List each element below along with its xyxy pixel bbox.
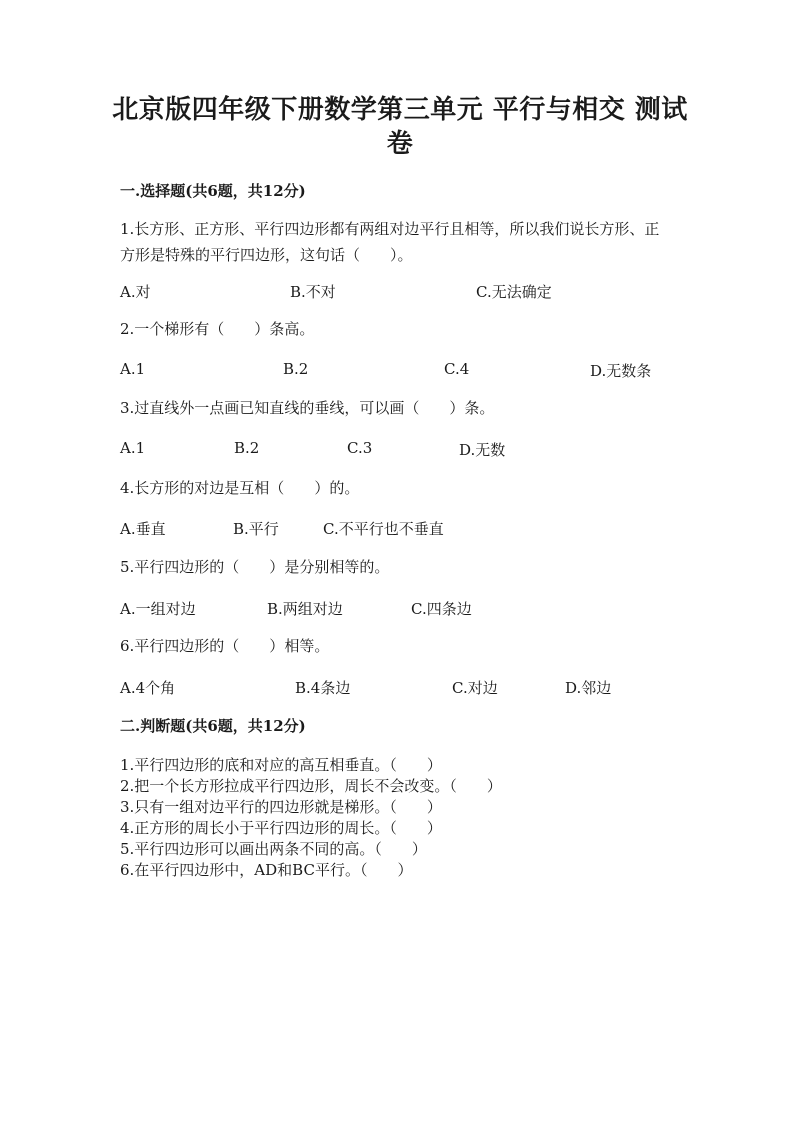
question-text: 2.一个梯形有（ ）条高。 xyxy=(120,320,315,338)
option: B.4条边 xyxy=(295,679,351,697)
option: A.垂直 xyxy=(120,520,166,538)
option: C.四条边 xyxy=(411,600,472,618)
option: C.对边 xyxy=(452,679,498,697)
option: D.无数条 xyxy=(590,362,652,380)
option: D.邻边 xyxy=(565,679,612,697)
option: B.2 xyxy=(234,439,260,457)
option: C.无法确定 xyxy=(476,283,552,301)
option: D.无数 xyxy=(459,441,506,459)
judgement-item: 6.在平行四边形中，AD和BC平行。（ ） xyxy=(120,861,413,879)
judgement-item: 1.平行四边形的底和对应的高互相垂直。（ ） xyxy=(120,756,442,774)
judgement-item: 3.只有一组对边平行的四边形就是梯形。（ ） xyxy=(120,798,442,816)
option: A.一组对边 xyxy=(120,600,196,618)
option: A.1 xyxy=(120,439,146,457)
question-text: 5.平行四边形的（ ）是分别相等的。 xyxy=(120,558,390,576)
question-text: 1.长方形、正方形、平行四边形都有两组对边平行且相等，所以我们说长方形、正方形是特殊的平行四边形，这句话（ ）。 xyxy=(120,220,660,264)
question-text: 3.过直线外一点画已知直线的垂线，可以画（ ）条。 xyxy=(120,399,495,417)
judgement-item: 4.正方形的周长小于平行四边形的周长。（ ） xyxy=(120,819,442,837)
judgement-item: 2.把一个长方形拉成平行四边形，周长不会改变。（ ） xyxy=(120,777,502,795)
question-text: 6.平行四边形的（ ）相等。 xyxy=(120,637,330,655)
section-heading-choice: 一.选择题(共6题，共12分) xyxy=(120,182,306,200)
option: C.3 xyxy=(347,439,373,457)
page-title: 北京版四年级下册数学第三单元 平行与相交 测试卷 xyxy=(112,95,688,159)
option: A.4个角 xyxy=(120,679,176,697)
judgement-item: 5.平行四边形可以画出两条不同的高。（ ） xyxy=(120,840,427,858)
option: B.两组对边 xyxy=(267,600,343,618)
option: B.平行 xyxy=(233,520,279,538)
option: B.2 xyxy=(283,360,309,378)
option: B.不对 xyxy=(290,283,336,301)
section-heading-judgement: 二.判断题(共6题，共12分) xyxy=(120,717,306,735)
question-text: 4.长方形的对边是互相（ ）的。 xyxy=(120,479,360,497)
option: C.不平行也不垂直 xyxy=(323,520,444,538)
option: A.对 xyxy=(120,283,151,301)
option: C.4 xyxy=(444,360,470,378)
option: A.1 xyxy=(120,360,146,378)
